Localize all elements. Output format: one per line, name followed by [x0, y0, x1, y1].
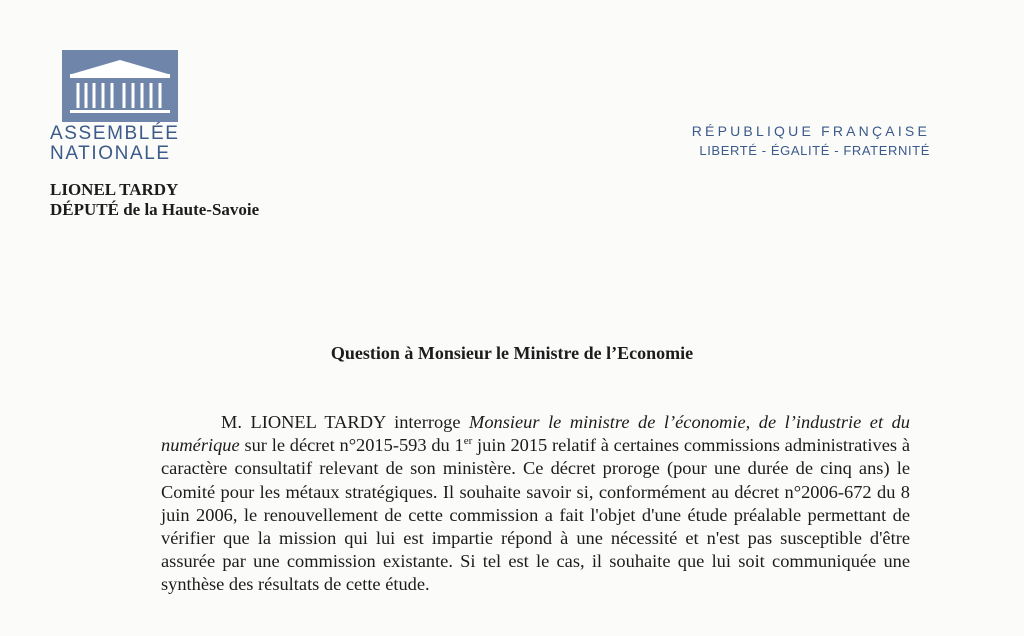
deputy-title: DÉPUTÉ de la Haute-Savoie — [50, 200, 260, 219]
deputy-block — [50, 180, 259, 220]
republique-title: RÉPUBLIQUE FRANÇAISE — [691, 123, 930, 139]
body-minister: Monsieur le ministre de l’économie, de l’industrie et du numérique — [161, 412, 911, 456]
question-title: Question à Monsieur le Ministre de l’Economie — [330, 343, 694, 363]
assemblee-nationale-wordmark — [50, 124, 180, 164]
question-body — [161, 411, 910, 597]
body-decree: sur le décret n°2015-593 du 1 — [239, 435, 464, 456]
body-superscript: er — [463, 435, 473, 448]
republique-motto: LIBERTÉ - ÉGALITÉ - FRATERNITÉ — [699, 143, 930, 158]
logo-line-2: NATIONALE — [50, 143, 171, 164]
body-rest: juin 2015 relatif à certaines commissions administratives à caractère consultatif relevant de son ministère. Ce décret proroge (pour une durée de cinq ans) le Comité pour les métaux stratégiques. Il souhaite savoir si, conformément au décret n°2006-672 du 8 juin 2006, le renouvellement de cette commission a fait l'objet d'une étude préalable permettant de vérifier que la mission qui lui est impartie répond à une nécessité et n'est pas susceptible d'être assurée par une commission existante. Si tel est le cas, il souhaite que lui soit communiquée une synthèse des résultats de cette étude. — [161, 435, 910, 595]
body-start: M. LIONEL TARDY interroge — [221, 412, 470, 432]
assemblee-logo-icon — [62, 50, 178, 122]
deputy-name: LIONEL TARDY — [50, 180, 179, 199]
logo-line-1: ASSEMBLÉE — [50, 123, 180, 144]
republique-header — [692, 121, 930, 161]
